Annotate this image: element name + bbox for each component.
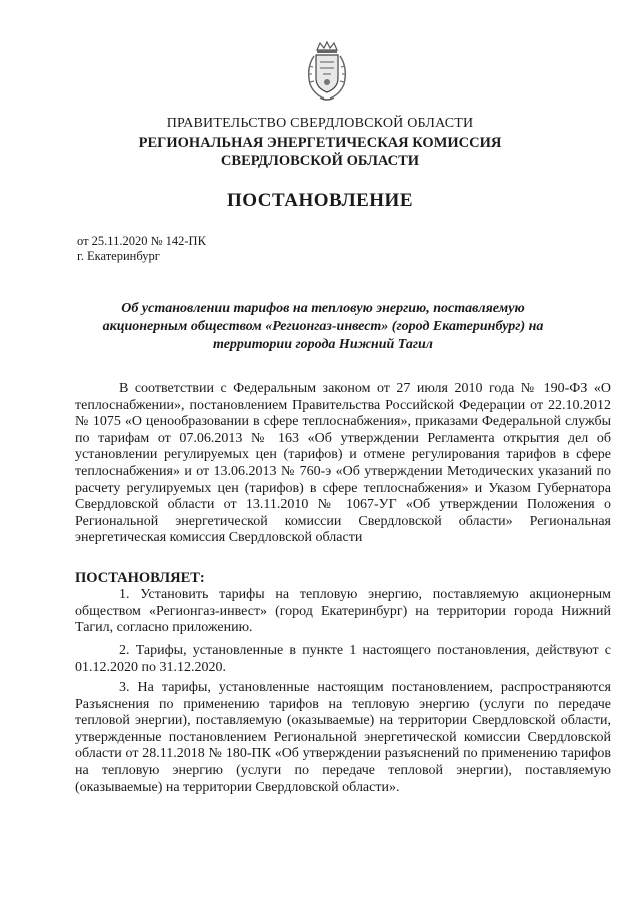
resolution-item-2: 2. Тарифы, установленные в пункте 1 настоящего постановления, действуют с 01.12.2020 по 31.12.2020. bbox=[75, 643, 611, 675]
preamble-paragraph: В соответствии с Федеральным законом от 27 июля 2010 года № 190-ФЗ «О теплоснабжении», постановлением Правительства Российской Федерации от 22.10.2012 № 1075 «О ценообразовании в сфере теплоснабжения», приказами Федеральной службы по тарифам от 07.06.2013 № 163 «Об утверждении Регламента открытия дел об установлении регулируемых цен (тарифов) и отмене регулирования тарифов в сфере теплоснабжения» и от 13.06.2013 № 760-э «Об утверждении Методических указаний по расчету регулируемых цен (тарифов) в сфере теплоснабжения» и Указом Губернатора Свердловской области от 13.11.2010 № 1067-УГ «Об утверждении Положения о Региональной энергетической комиссии Свердловской области» Региональная энергетическая комиссия Свердловской области bbox=[75, 381, 611, 546]
document-city: г. Екатеринбург bbox=[77, 249, 160, 263]
government-name: ПРАВИТЕЛЬСТВО СВЕРДЛОВСКОЙ ОБЛАСТИ bbox=[166, 116, 474, 131]
document-subject: Об установлении тарифов на тепловую энергию, поставляемую акционерным обществом «Регионгаз-инвест» (город Екатеринбург) на территории города Нижний Тагил bbox=[102, 301, 544, 352]
resolve-heading: ПОСТАНОВЛЯЕТ: bbox=[75, 570, 205, 586]
resolution-item-1: 1. Установить тарифы на тепловую энергию, поставляемую акционерным обществом «Регионгаз-инвест» (город Екатеринбург) на территории города Нижний Тагил, согласно приложению. bbox=[75, 587, 611, 636]
commission-name: РЕГИОНАЛЬНАЯ ЭНЕРГЕТИЧЕСКАЯ КОМИССИЯ bbox=[138, 135, 502, 151]
region-name: СВЕРДЛОВСКОЙ ОБЛАСТИ bbox=[220, 153, 420, 169]
coat-of-arms-icon bbox=[302, 40, 352, 104]
document-date-number: от 25.11.2020 № 142-ПК bbox=[77, 234, 206, 248]
document-title: ПОСТАНОВЛЕНИЕ bbox=[226, 190, 414, 211]
resolution-item-3: 3. На тарифы, установленные настоящим постановлением, распространяются Разъяснения по применению тарифов на тепловую энергию (услуги по передаче тепловой энергии), поставляемую (оказываемые) на территории Свердловской области, утвержденные постановлением Региональной энергетической комиссии Свердловской области от 28.11.2018 № 180-ПК «Об утверждении разъяснений по применению тарифов на тепловую энергию (услуги по передаче тепловой энергии), поставляемую (оказываемые) на территории Свердловской области». bbox=[75, 680, 611, 795]
